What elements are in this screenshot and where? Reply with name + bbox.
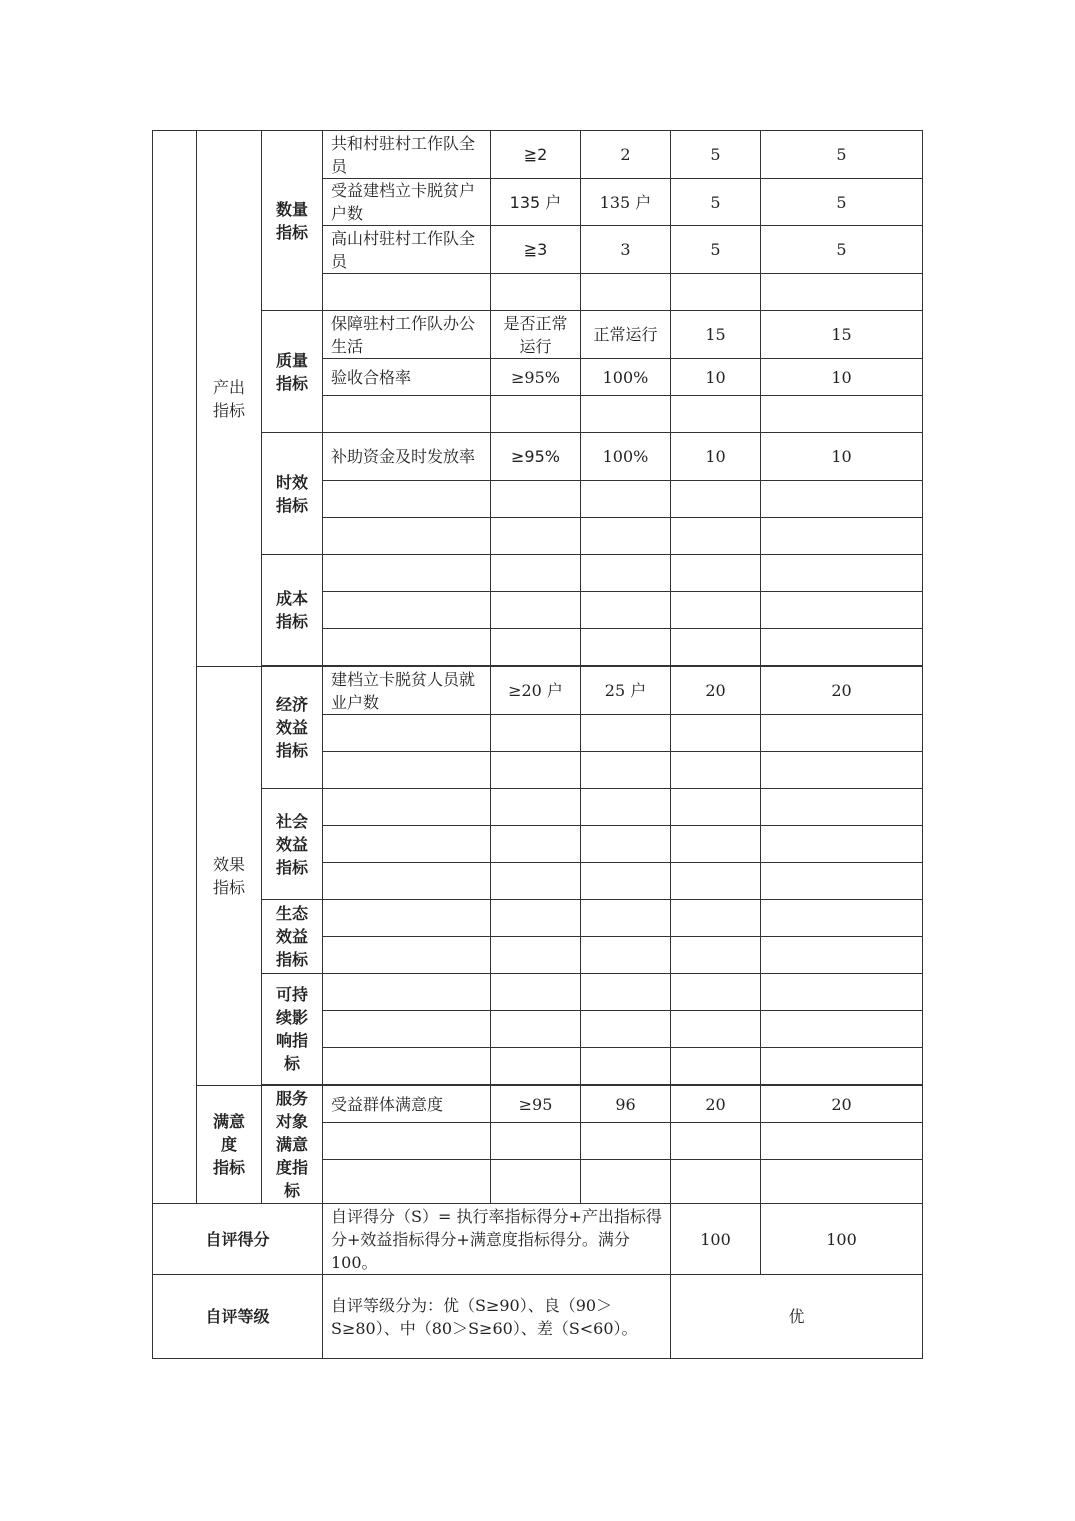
actual-value: 3 bbox=[581, 226, 671, 274]
social-indicator-label: 社会 效益 指标 bbox=[262, 789, 323, 900]
target-value: ≥20 户 bbox=[491, 667, 581, 715]
indicator-name: 高山村驻村工作队全员 bbox=[323, 226, 491, 274]
score-value: 5 bbox=[761, 179, 923, 226]
weight-value: 10 bbox=[671, 433, 761, 481]
target-value: ≧3 bbox=[491, 226, 581, 274]
self-score-weight: 100 bbox=[671, 1204, 761, 1275]
score-value: 20 bbox=[761, 1086, 923, 1123]
weight-value: 5 bbox=[671, 226, 761, 274]
score-value: 20 bbox=[761, 667, 923, 715]
table-row bbox=[153, 667, 923, 715]
self-grade-value: 优 bbox=[671, 1275, 923, 1359]
score-value: 15 bbox=[761, 311, 923, 359]
satisfaction-indicator-category: 满意 度 指标 bbox=[197, 1086, 262, 1204]
self-grade-label: 自评等级 bbox=[153, 1275, 323, 1359]
table-row bbox=[153, 789, 923, 826]
indicator-name: 补助资金及时发放率 bbox=[323, 433, 491, 481]
actual-value: 135 户 bbox=[581, 179, 671, 226]
indicator-name: 共和村驻村工作队全员 bbox=[323, 131, 491, 179]
target-value: ≧2 bbox=[491, 131, 581, 179]
table-row bbox=[153, 131, 923, 179]
ecological-indicator-label: 生态 效益 指标 bbox=[262, 900, 323, 974]
actual-value: 2 bbox=[581, 131, 671, 179]
table-row bbox=[153, 974, 923, 1011]
left-margin-cell bbox=[153, 131, 197, 1204]
weight-value: 15 bbox=[671, 311, 761, 359]
indicator-name: 受益群体满意度 bbox=[323, 1086, 491, 1123]
output-indicator-category: 产出 指标 bbox=[197, 131, 262, 667]
economic-indicator-label: 经济 效益 指标 bbox=[262, 667, 323, 789]
timeliness-indicator-label: 时效 指标 bbox=[262, 433, 323, 555]
table-row bbox=[153, 311, 923, 359]
score-value: 5 bbox=[761, 226, 923, 274]
quality-indicator-label: 质量 指标 bbox=[262, 311, 323, 433]
service-satisfaction-label: 服务 对象 满意 度指 标 bbox=[262, 1086, 323, 1204]
cost-indicator-label: 成本 指标 bbox=[262, 555, 323, 666]
actual-value: 25 户 bbox=[581, 667, 671, 715]
self-grade-description: 自评等级分为：优（S≥90）、良（90＞S≥80）、中（80＞S≥60）、差（S<60）。 bbox=[323, 1275, 671, 1359]
indicator-name: 验收合格率 bbox=[323, 359, 491, 396]
table-row bbox=[153, 900, 923, 937]
weight-value: 10 bbox=[671, 359, 761, 396]
score-value: 5 bbox=[761, 131, 923, 179]
target-value: ≥95% bbox=[491, 359, 581, 396]
target-value: 是否正常运行 bbox=[491, 311, 581, 359]
quantity-indicator-label: 数量 指标 bbox=[262, 131, 323, 311]
actual-value: 100% bbox=[581, 433, 671, 481]
self-score-description: 自评得分（S）= 执行率指标得分+产出指标得分+效益指标得分+满意度指标得分。满分 100。 bbox=[323, 1204, 671, 1275]
target-value: 135 户 bbox=[491, 179, 581, 226]
self-score-value: 100 bbox=[761, 1204, 923, 1275]
actual-value: 正常运行 bbox=[581, 311, 671, 359]
indicator-name: 保障驻村工作队办公生活 bbox=[323, 311, 491, 359]
actual-value: 96 bbox=[581, 1086, 671, 1123]
table-row bbox=[153, 555, 923, 592]
indicator-name: 受益建档立卡脱贫户户数 bbox=[323, 179, 491, 226]
weight-value: 5 bbox=[671, 179, 761, 226]
sustainable-indicator-label: 可持 续影 响指 标 bbox=[262, 974, 323, 1085]
self-score-row bbox=[153, 1204, 923, 1275]
target-value: ≥95% bbox=[491, 433, 581, 481]
table-row bbox=[153, 433, 923, 481]
target-value: ≥95 bbox=[491, 1086, 581, 1123]
performance-evaluation-table bbox=[152, 130, 923, 1359]
actual-value: 100% bbox=[581, 359, 671, 396]
weight-value: 20 bbox=[671, 1086, 761, 1123]
weight-value: 20 bbox=[671, 667, 761, 715]
weight-value: 5 bbox=[671, 131, 761, 179]
score-value: 10 bbox=[761, 359, 923, 396]
indicator-name: 建档立卡脱贫人员就业户数 bbox=[323, 667, 491, 715]
effect-indicator-category: 效果 指标 bbox=[197, 667, 262, 1086]
score-value: 10 bbox=[761, 433, 923, 481]
self-grade-row bbox=[153, 1275, 923, 1359]
self-score-label: 自评得分 bbox=[153, 1204, 323, 1275]
table-row bbox=[153, 1086, 923, 1123]
